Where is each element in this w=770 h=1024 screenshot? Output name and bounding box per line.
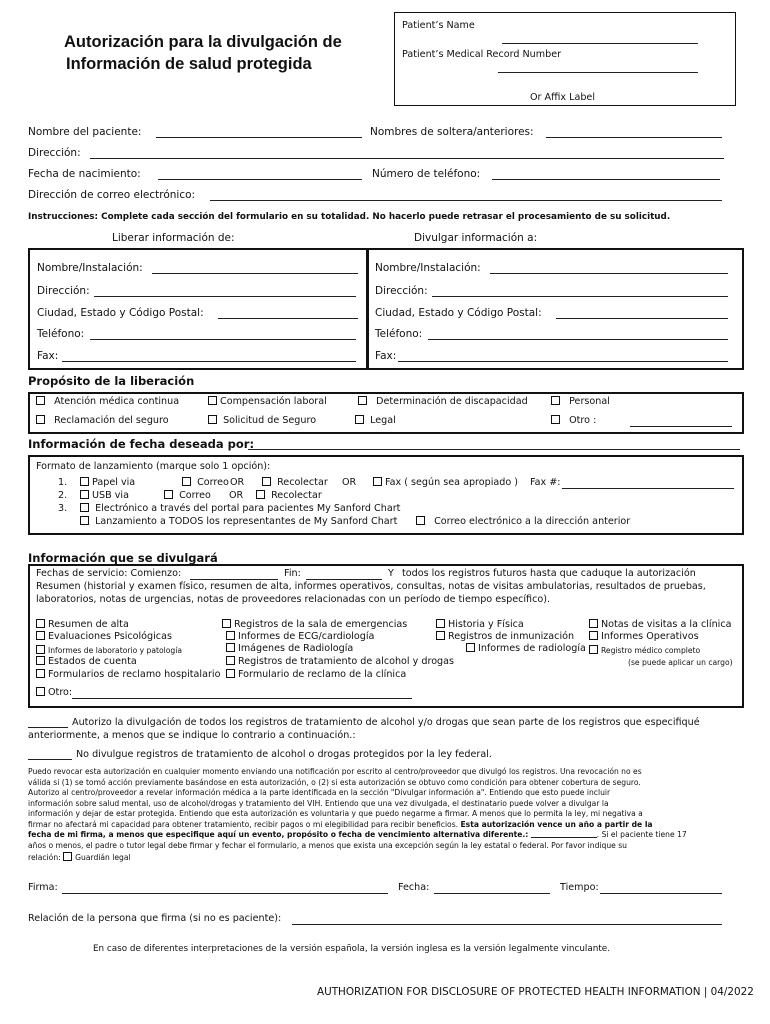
patient-name-field-label: Nombre del paciente:: [28, 126, 142, 138]
sign-date-label: Fecha:: [398, 882, 430, 893]
to-city-field[interactable]: [556, 318, 728, 319]
rec-label: Registro médico completo: [601, 646, 701, 655]
rec-clinic-notes[interactable]: [589, 619, 732, 630]
rec-imaging[interactable]: [226, 643, 353, 654]
service-start-label: Fechas de servicio: Comienzo:: [36, 568, 182, 579]
legal-l9: [28, 852, 131, 862]
rec-er[interactable]: [222, 619, 407, 630]
from-address-label: Dirección:: [37, 285, 90, 297]
checkbox[interactable]: [466, 643, 475, 652]
purpose-label: Reclamación del seguro: [54, 415, 169, 426]
checkbox[interactable]: [80, 516, 89, 525]
rec-label: Evaluaciones Psicológicas: [48, 631, 172, 642]
checkbox[interactable]: [226, 656, 235, 665]
address-field[interactable]: [90, 158, 724, 159]
future-records: todos los registros futuros hasta que caduque la autorización: [402, 568, 696, 579]
address-label: Dirección:: [28, 147, 81, 159]
to-address-field[interactable]: [432, 296, 728, 297]
checkbox[interactable]: [256, 490, 265, 499]
maiden-name-field[interactable]: [546, 137, 722, 138]
mrn-line[interactable]: [498, 72, 698, 73]
rec-label: Imágenes de Radiología: [238, 643, 354, 654]
rec-label: Registros de la sala de emergencias: [234, 619, 408, 630]
to-phone-field[interactable]: [428, 339, 728, 340]
from-phone-label: Teléfono:: [37, 328, 85, 340]
rec-charge-note: (se puede aplicar un cargo): [628, 658, 733, 667]
to-name-field[interactable]: [490, 273, 728, 274]
phone-label: Número de teléfono:: [372, 168, 481, 180]
form-title-line1: Autorización para la divulgación de: [64, 33, 342, 51]
checkbox[interactable]: [226, 643, 235, 652]
checkbox[interactable]: [416, 516, 425, 525]
from-name-label: Nombre/Instalación:: [37, 262, 143, 274]
instructions: Instrucciones: Complete cada sección del formulario en su totalidad. No hacerlo puede retrasar el procesamiento de su solicitud.: [28, 212, 671, 222]
format-label: Correo electrónico a la dirección anterior: [434, 516, 631, 527]
or-label-2: OR: [342, 477, 357, 488]
rec-label: Estados de cuenta: [48, 656, 137, 667]
signer-relation-label: Relación de la persona que firma (si no es paciente):: [28, 913, 282, 924]
signature-label: Firma:: [28, 882, 58, 893]
paper-recolectar[interactable]: [262, 477, 328, 488]
legal-expiry-bold: Esta autorización vence un año a partir de la: [460, 820, 653, 829]
or-label-3: OR: [229, 490, 244, 501]
purpose-label: Determinación de discapacidad: [376, 396, 528, 407]
purpose-insurance-claim[interactable]: [36, 415, 169, 426]
sign-date-field[interactable]: [434, 893, 550, 894]
to-address-label: Dirección:: [375, 285, 428, 297]
rec-label: Registros de tratamiento de alcohol y drogas: [238, 656, 455, 667]
sign-time-field[interactable]: [600, 893, 722, 894]
checkbox[interactable]: [551, 396, 560, 405]
from-address-field[interactable]: [94, 296, 356, 297]
checkbox[interactable]: [589, 631, 598, 640]
rec-label: Historia y Física: [448, 619, 524, 630]
purpose-other-field[interactable]: [630, 426, 732, 427]
legal-l6: [28, 820, 653, 829]
rec-statements[interactable]: [36, 656, 137, 667]
checkbox[interactable]: [373, 477, 382, 486]
checkbox[interactable]: [436, 631, 445, 640]
rec-label: Registros de inmunización: [448, 631, 575, 642]
usb-recolectar[interactable]: [256, 490, 322, 501]
purpose-legal[interactable]: [355, 415, 396, 426]
format-label: Lanzamiento a TODOS los representantes de My Sanford Chart: [95, 516, 398, 527]
format-label: USB via: [92, 490, 129, 501]
sign-time-label: Tiempo:: [560, 882, 599, 893]
language-note: En caso de diferentes interpretaciones de la versión española, la versión inglesa es la versión legalmente vinculante.: [93, 944, 610, 954]
rec-history[interactable]: [436, 619, 524, 630]
paper-correo[interactable]: [182, 477, 229, 488]
format-label: Recolectar: [277, 477, 328, 488]
rec-label: Informes de ECG/cardiología: [238, 631, 375, 642]
legal-l7-text: Si el paciente tiene 17: [601, 830, 687, 839]
purpose-label: Compensación laboral: [220, 396, 327, 407]
format-fax[interactable]: [373, 477, 518, 488]
patient-name-line[interactable]: [502, 43, 698, 44]
maiden-name-label: Nombres de soltera/anteriores:: [370, 126, 534, 138]
format-heading: Formato de lanzamiento (marque solo 1 opción):: [36, 461, 271, 472]
rec-label: Informes de radiología: [478, 643, 586, 654]
rec-label: Informes Operativos: [601, 631, 699, 642]
format-num-1: 1.: [58, 477, 68, 488]
purpose-label: Otro :: [569, 415, 597, 426]
release-to-heading: Divulgar información a:: [414, 232, 538, 244]
legal-l5: información y dejar de estar protegida. Entiendo que esta autorización es voluntaria y que puedo negarme a firmar. A menos que lo permita la ley, mi negativa a: [28, 809, 643, 818]
rec-discharge[interactable]: [36, 619, 129, 630]
rec-radiology-reports[interactable]: [466, 643, 586, 654]
purpose-heading: Propósito de la liberación: [28, 374, 195, 388]
checkbox[interactable]: [589, 619, 598, 628]
dob-field[interactable]: [158, 179, 362, 180]
from-fax-label: Fax:: [37, 350, 59, 362]
signature-field[interactable]: [62, 893, 388, 894]
checkbox[interactable]: [226, 669, 235, 678]
format-email[interactable]: [416, 516, 630, 527]
rec-label: Informes de laboratorio y patología: [48, 646, 182, 655]
purpose-continuing-care[interactable]: [36, 396, 179, 407]
checkbox[interactable]: [436, 619, 445, 628]
format-paper[interactable]: [80, 477, 135, 488]
footer-title: AUTHORIZATION FOR DISCLOSURE OF PROTECTED HEALTH INFORMATION | 04/2022: [317, 986, 754, 998]
legal-l1: Puedo revocar esta autorización en cualquier momento enviando una notificación por escrito al centro/proveedor que divulgó los registros. Una revocación no es: [28, 767, 642, 776]
checkbox[interactable]: [36, 645, 45, 654]
checkbox[interactable]: [36, 619, 45, 628]
format-all-reps[interactable]: [80, 516, 397, 527]
purpose-label: Solicitud de Seguro: [223, 415, 317, 426]
service-end-field[interactable]: [306, 579, 382, 580]
legal-expiry-bold-2: fecha de mi firma, a menos que especifique aquí un evento, propósito o fecha de vencimiento alternativa diferente.:: [28, 830, 529, 839]
checkbox[interactable]: [80, 503, 89, 512]
from-city-field[interactable]: [218, 318, 358, 319]
purpose-label: Personal: [569, 396, 610, 407]
checkbox[interactable]: [80, 490, 89, 499]
auth1-initial-field[interactable]: [28, 727, 68, 728]
rec-psych[interactable]: [36, 631, 172, 642]
checkbox[interactable]: [36, 396, 45, 405]
checkbox[interactable]: [358, 396, 367, 405]
format-num-3: 3.: [58, 503, 68, 514]
service-start-field[interactable]: [190, 579, 278, 580]
dob-label: Fecha de nacimiento:: [28, 168, 141, 180]
checkbox[interactable]: [589, 645, 598, 654]
checkbox[interactable]: [222, 619, 231, 628]
legal-l2: válida si (1) se tomó acción previamente basándose en esta autorización, o (2) si esta autorización se obtuvo como condición para obtener cobertura de seguro.: [28, 778, 641, 787]
purpose-label: Atención médica continua: [54, 396, 180, 407]
checkbox[interactable]: [36, 669, 45, 678]
from-name-field[interactable]: [152, 273, 358, 274]
checkbox[interactable]: [208, 415, 217, 424]
rec-other[interactable]: [36, 687, 72, 698]
format-label: Papel via: [92, 477, 136, 488]
rec-label: Formulario de reclamo de la clínica: [238, 669, 407, 680]
rec-alcohol-drug[interactable]: [226, 656, 454, 667]
purpose-insurance-application[interactable]: [208, 415, 316, 426]
format-label: Correo: [197, 477, 229, 488]
signer-relation-field[interactable]: [292, 924, 722, 925]
checkbox[interactable]: [551, 415, 560, 424]
fax-number-field[interactable]: [562, 488, 734, 489]
checkbox[interactable]: [36, 631, 45, 640]
format-label: Electrónico a través del portal para pacientes My Sanford Chart: [95, 503, 401, 514]
date-wanted-label: Información de fecha deseada por:: [28, 437, 255, 451]
affix-label: Or Affix Label: [530, 92, 595, 103]
form-title-line2: Información de salud protegida: [66, 55, 312, 73]
guardian-checkbox[interactable]: [63, 852, 72, 861]
rec-clinic-claim[interactable]: [226, 669, 406, 680]
legal-l7: fecha de mi firma, a menos que especifique aquí un evento, propósito o fecha de vencimiento alternativa diferente.: . Si el paciente tiene 17: [28, 830, 687, 839]
checkbox[interactable]: [80, 477, 89, 486]
format-portal[interactable]: [80, 503, 400, 514]
format-label: Fax ( según sea apropiado ): [385, 477, 519, 488]
purpose-label: Legal: [370, 415, 396, 426]
rec-lab[interactable]: [36, 645, 182, 655]
rec-ecg[interactable]: [226, 631, 374, 642]
checkbox[interactable]: [262, 477, 271, 486]
to-phone-label: Teléfono:: [375, 328, 423, 340]
legal-l6-text: firmar no afectará mi capacidad para obtener tratamiento, recibir pagos o mi elegibilidad para recibir beneficios.: [28, 820, 459, 829]
checkbox[interactable]: [164, 490, 173, 499]
summary-line2: laboratorios, notas de urgencias, notas de proveedores relacionadas con un período de tiempo específico).: [36, 594, 551, 605]
rec-hospital-claim[interactable]: [36, 669, 220, 680]
auth1-line2: anteriormente, a menos que se indique lo contrario a continuación.:: [28, 730, 356, 741]
from-city-label: Ciudad, Estado y Código Postal:: [37, 307, 204, 319]
rec-operative[interactable]: [589, 631, 699, 642]
guardian-label: Guardián legal: [75, 853, 131, 862]
relationship-label: relación:: [28, 853, 61, 862]
rec-complete[interactable]: [589, 645, 700, 655]
rec-label: Notas de visitas a la clínica: [601, 619, 732, 630]
phone-field[interactable]: [492, 179, 720, 180]
to-name-label: Nombre/Instalación:: [375, 262, 481, 274]
patient-name-field[interactable]: [156, 137, 362, 138]
email-field[interactable]: [210, 200, 722, 201]
rec-label: Otro:: [48, 687, 73, 698]
checkbox[interactable]: [36, 687, 45, 696]
fax-number-label: Fax #:: [530, 477, 561, 488]
rec-label: Resumen de alta: [48, 619, 129, 630]
date-wanted-field[interactable]: [248, 449, 740, 450]
disclose-heading: Información que se divulgará: [28, 551, 218, 565]
or-label-1: OR: [230, 477, 245, 488]
legal-l8: años o menos, el padre o tutor legal debe firmar y fechar el formulario, a menos que exista una excepción según la ley estatal o federal. Por favor indique su: [28, 841, 627, 850]
checkbox[interactable]: [36, 415, 45, 424]
mrn-label: Patient’s Medical Record Number: [402, 49, 562, 60]
to-fax-label: Fax:: [375, 350, 397, 362]
legal-l3: Autorizo al centro/proveedor a revelar información médica a la parte identificada en la sección "Divulgar información a". Entiendo que esto puede incluir: [28, 788, 611, 797]
expiry-field[interactable]: [531, 837, 597, 838]
auth2-initial-field[interactable]: [28, 759, 72, 760]
rec-immunization[interactable]: [436, 631, 574, 642]
rec-label: Formularios de reclamo hospitalario: [48, 669, 221, 680]
patient-name-label: Patient’s Name: [402, 20, 475, 31]
checkbox[interactable]: [36, 656, 45, 665]
purpose-workers-comp[interactable]: [208, 396, 327, 407]
format-num-2: 2.: [58, 490, 68, 501]
and-label: Y: [388, 568, 394, 579]
rec-other-field[interactable]: [72, 698, 412, 699]
to-city-label: Ciudad, Estado y Código Postal:: [375, 307, 542, 319]
from-fax-field[interactable]: [62, 361, 356, 362]
release-from-heading: Liberar información de:: [112, 232, 235, 244]
auth1-line1: Autorizo la divulgación de todos los registros de tratamiento de alcohol y/o drogas que sean parte de los registros que especifiqué: [72, 717, 700, 728]
format-label: Correo: [179, 490, 211, 501]
format-label: Recolectar: [271, 490, 322, 501]
to-fax-field[interactable]: [398, 361, 728, 362]
legal-l4: información sobre salud mental, uso de alcohol/drogas y tratamiento del VIH. Entiendo que una vez divulgada, el destinatario puede volver a divulgar la: [28, 799, 609, 808]
from-phone-field[interactable]: [90, 339, 356, 340]
checkbox[interactable]: [208, 396, 217, 405]
format-usb[interactable]: [80, 490, 129, 501]
summary-line1: Resumen (historial y examen físico, resumen de alta, informes operativos, consultas, notas de visitas ambulatorias, resultados de pruebas,: [36, 581, 706, 592]
purpose-personal[interactable]: [551, 396, 610, 407]
checkbox[interactable]: [182, 477, 191, 486]
usb-correo[interactable]: [164, 490, 211, 501]
service-end-label: Fin:: [284, 568, 301, 579]
auth2-text: No divulgue registros de tratamiento de alcohol o drogas protegidos por la ley federal.: [76, 749, 492, 760]
email-label: Dirección de correo electrónico:: [28, 189, 196, 201]
purpose-other[interactable]: [551, 415, 596, 426]
checkbox[interactable]: [226, 631, 235, 640]
checkbox[interactable]: [355, 415, 364, 424]
purpose-disability[interactable]: [358, 396, 528, 407]
